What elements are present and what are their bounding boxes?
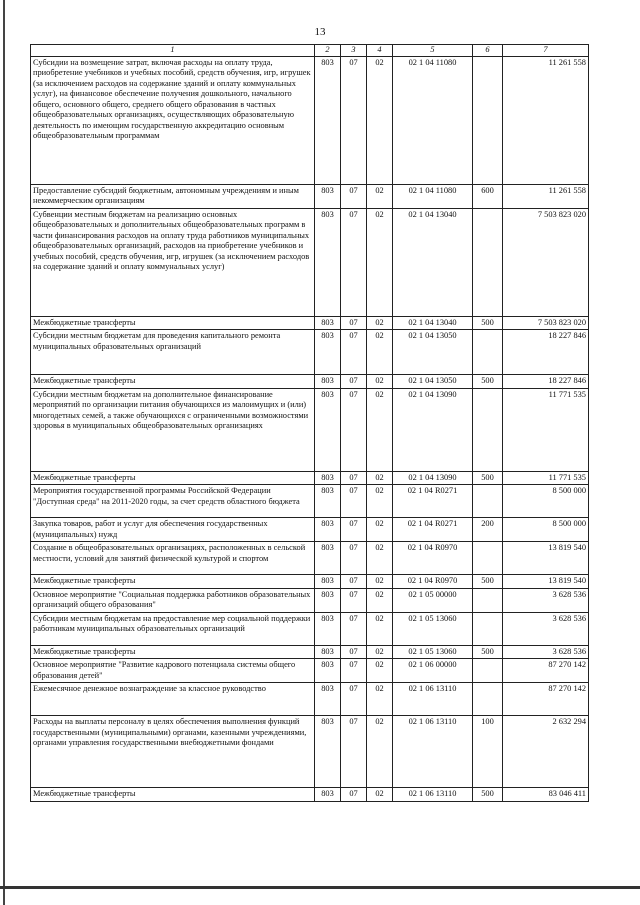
table-row <box>31 208 589 316</box>
row-name-cell: Мероприятия государственной программы Российской Федерации "Доступная среда" на 2011-2020 годы, за счет средств областного бюджета <box>31 485 315 518</box>
row-sum-cell: 8 500 000 <box>503 518 589 542</box>
row-gr-cell: 803 <box>315 659 341 683</box>
row-csr-cell: 02 1 06 13110 <box>393 716 473 788</box>
row-vr-cell <box>473 485 503 518</box>
row-gr-cell: 803 <box>315 485 341 518</box>
row-csr-cell: 02 1 04 13090 <box>393 471 473 485</box>
row-rz-cell: 07 <box>341 659 367 683</box>
row-rz-cell: 07 <box>341 716 367 788</box>
row-rz-cell: 07 <box>341 542 367 575</box>
row-vr-cell: 100 <box>473 716 503 788</box>
row-name-cell: Субсидии на возмещение затрат, включая расходы на оплату труда, приобретение учебников и учебных пособий, средств обучения, игр, игрушек (за исключением расходов на содержание зданий и оплату коммунальных услуг), на финансовое обеспечение получения дошкольного, начального общего, основного общего, среднего общего образования в частных общеобразовательных организациях, осуществляющих образовательную деятельность по имеющим государственную аккредитацию основным общеобразовательным программам <box>31 56 315 184</box>
row-name-cell: Межбюджетные трансферты <box>31 575 315 589</box>
row-pr-cell: 02 <box>367 788 393 802</box>
row-sum-cell: 11 771 535 <box>503 471 589 485</box>
row-gr-cell: 803 <box>315 588 341 612</box>
table-row <box>31 375 589 389</box>
row-csr-cell: 02 1 04 13050 <box>393 375 473 389</box>
scan-edge-line <box>3 0 5 905</box>
row-vr-cell: 500 <box>473 471 503 485</box>
row-vr-cell: 500 <box>473 645 503 659</box>
row-gr-cell: 803 <box>315 716 341 788</box>
row-csr-cell: 02 1 06 13110 <box>393 788 473 802</box>
row-vr-cell <box>473 388 503 471</box>
row-rz-cell: 07 <box>341 184 367 208</box>
header-cell-7: 7 <box>503 45 589 57</box>
header-cell-4: 4 <box>367 45 393 57</box>
row-name-cell: Ежемесячное денежное вознаграждение за классное руководство <box>31 683 315 716</box>
header-cell-3: 3 <box>341 45 367 57</box>
row-gr-cell: 803 <box>315 330 341 375</box>
row-sum-cell: 18 227 846 <box>503 330 589 375</box>
row-csr-cell: 02 1 06 13110 <box>393 683 473 716</box>
row-rz-cell: 07 <box>341 788 367 802</box>
row-name-cell: Предоставление субсидий бюджетным, автономным учреждениям и иным некоммерческим организациям <box>31 184 315 208</box>
row-name-cell: Субсидии местным бюджетам для проведения капитального ремонта муниципальных образовательных организаций <box>31 330 315 375</box>
row-pr-cell: 02 <box>367 575 393 589</box>
row-gr-cell: 803 <box>315 388 341 471</box>
row-vr-cell: 500 <box>473 575 503 589</box>
row-gr-cell: 803 <box>315 208 341 316</box>
row-vr-cell: 200 <box>473 518 503 542</box>
row-name-cell: Субсидии местным бюджетам на предоставление мер социальной поддержки работникам муниципальных образовательных организаций <box>31 612 315 645</box>
table-row <box>31 645 589 659</box>
table-row <box>31 471 589 485</box>
row-csr-cell: 02 1 06 00000 <box>393 659 473 683</box>
row-sum-cell: 3 628 536 <box>503 588 589 612</box>
row-gr-cell: 803 <box>315 375 341 389</box>
row-pr-cell: 02 <box>367 659 393 683</box>
row-name-cell: Закупка товаров, работ и услуг для обеспечения государственных (муниципальных) нужд <box>31 518 315 542</box>
scan-bottom-line <box>0 886 640 889</box>
row-rz-cell: 07 <box>341 375 367 389</box>
row-name-cell: Межбюджетные трансферты <box>31 471 315 485</box>
table-row <box>31 518 589 542</box>
row-name-cell: Межбюджетные трансферты <box>31 375 315 389</box>
row-gr-cell: 803 <box>315 788 341 802</box>
row-pr-cell: 02 <box>367 612 393 645</box>
row-csr-cell: 02 1 04 11080 <box>393 184 473 208</box>
row-gr-cell: 803 <box>315 56 341 184</box>
row-pr-cell: 02 <box>367 388 393 471</box>
row-name-cell: Межбюджетные трансферты <box>31 645 315 659</box>
row-rz-cell: 07 <box>341 388 367 471</box>
table-row <box>31 612 589 645</box>
page-number: 13 <box>314 26 326 38</box>
row-pr-cell: 02 <box>367 184 393 208</box>
row-csr-cell: 02 1 04 R0970 <box>393 575 473 589</box>
table-row <box>31 316 589 330</box>
row-vr-cell <box>473 56 503 184</box>
row-sum-cell: 87 270 142 <box>503 659 589 683</box>
table-row <box>31 588 589 612</box>
budget-table <box>30 44 589 802</box>
row-gr-cell: 803 <box>315 184 341 208</box>
row-csr-cell: 02 1 04 13040 <box>393 316 473 330</box>
row-gr-cell: 803 <box>315 542 341 575</box>
row-csr-cell: 02 1 04 R0271 <box>393 485 473 518</box>
row-sum-cell: 83 046 411 <box>503 788 589 802</box>
row-pr-cell: 02 <box>367 645 393 659</box>
table-row <box>31 485 589 518</box>
table-row <box>31 659 589 683</box>
row-rz-cell: 07 <box>341 56 367 184</box>
row-name-cell: Субсидии местным бюджетам на дополнительное финансирование мероприятий по организации питания обучающихся из малоимущих и (или) многодетных семей, а также обучающихся с ограниченными возможностями здоровья в муниципальных общеобразовательных организациях <box>31 388 315 471</box>
row-gr-cell: 803 <box>315 683 341 716</box>
row-pr-cell: 02 <box>367 471 393 485</box>
row-sum-cell: 2 632 294 <box>503 716 589 788</box>
row-rz-cell: 07 <box>341 575 367 589</box>
table-row <box>31 683 589 716</box>
header-cell-2: 2 <box>315 45 341 57</box>
row-name-cell: Межбюджетные трансферты <box>31 316 315 330</box>
row-csr-cell: 02 1 04 R0970 <box>393 542 473 575</box>
header-cell-1: 1 <box>31 45 315 57</box>
row-sum-cell: 11 261 558 <box>503 56 589 184</box>
row-pr-cell: 02 <box>367 518 393 542</box>
row-pr-cell: 02 <box>367 716 393 788</box>
row-sum-cell: 7 503 823 020 <box>503 208 589 316</box>
row-vr-cell: 500 <box>473 788 503 802</box>
row-gr-cell: 803 <box>315 316 341 330</box>
row-pr-cell: 02 <box>367 375 393 389</box>
row-sum-cell: 11 261 558 <box>503 184 589 208</box>
row-csr-cell: 02 1 04 11080 <box>393 56 473 184</box>
row-csr-cell: 02 1 05 13060 <box>393 645 473 659</box>
header-row <box>31 45 589 57</box>
row-rz-cell: 07 <box>341 683 367 716</box>
table-row <box>31 56 589 184</box>
table-row <box>31 788 589 802</box>
row-sum-cell: 8 500 000 <box>503 485 589 518</box>
table-row <box>31 542 589 575</box>
table-row <box>31 575 589 589</box>
row-gr-cell: 803 <box>315 518 341 542</box>
row-vr-cell <box>473 208 503 316</box>
row-name-cell: Создание в общеобразовательных организациях, расположенных в сельской местности, условий для занятий физической культурой и спортом <box>31 542 315 575</box>
row-pr-cell: 02 <box>367 330 393 375</box>
row-csr-cell: 02 1 05 13060 <box>393 612 473 645</box>
row-pr-cell: 02 <box>367 316 393 330</box>
table-row <box>31 184 589 208</box>
table-row <box>31 330 589 375</box>
row-csr-cell: 02 1 04 R0271 <box>393 518 473 542</box>
row-sum-cell: 3 628 536 <box>503 612 589 645</box>
row-sum-cell: 87 270 142 <box>503 683 589 716</box>
row-csr-cell: 02 1 04 13040 <box>393 208 473 316</box>
row-sum-cell: 18 227 846 <box>503 375 589 389</box>
row-vr-cell <box>473 542 503 575</box>
row-name-cell: Основное мероприятие "Социальная поддержка работников образовательных организаций общего образования" <box>31 588 315 612</box>
row-pr-cell: 02 <box>367 208 393 316</box>
row-sum-cell: 7 503 823 020 <box>503 316 589 330</box>
row-rz-cell: 07 <box>341 588 367 612</box>
row-sum-cell: 11 771 535 <box>503 388 589 471</box>
row-name-cell: Субвенции местным бюджетам на реализацию основных общеобразовательных и дополнительных общеобразовательных программ в части финансирования расходов на оплату труда работников муниципальных общеобразовательных организаций, расходов на приобретение учебников и учебных пособий, средств обучения, игр, игрушек (за исключением расходов на содержание зданий и оплату коммунальных услуг) <box>31 208 315 316</box>
table-row <box>31 716 589 788</box>
row-gr-cell: 803 <box>315 612 341 645</box>
row-name-cell: Расходы на выплаты персоналу в целях обеспечения выполнения функций государственными (муниципальными) органами, казенными учреждениями, органами управления государственными внебюджетными фондами <box>31 716 315 788</box>
row-rz-cell: 07 <box>341 471 367 485</box>
row-vr-cell <box>473 659 503 683</box>
row-rz-cell: 07 <box>341 612 367 645</box>
table-row <box>31 388 589 471</box>
row-pr-cell: 02 <box>367 56 393 184</box>
row-vr-cell: 500 <box>473 375 503 389</box>
row-vr-cell: 500 <box>473 316 503 330</box>
row-rz-cell: 07 <box>341 518 367 542</box>
row-rz-cell: 07 <box>341 316 367 330</box>
row-name-cell: Межбюджетные трансферты <box>31 788 315 802</box>
row-csr-cell: 02 1 05 00000 <box>393 588 473 612</box>
row-csr-cell: 02 1 04 13050 <box>393 330 473 375</box>
row-rz-cell: 07 <box>341 645 367 659</box>
row-vr-cell <box>473 683 503 716</box>
row-vr-cell <box>473 330 503 375</box>
row-sum-cell: 13 819 540 <box>503 542 589 575</box>
row-pr-cell: 02 <box>367 542 393 575</box>
row-pr-cell: 02 <box>367 683 393 716</box>
row-rz-cell: 07 <box>341 208 367 316</box>
row-rz-cell: 07 <box>341 330 367 375</box>
header-cell-6: 6 <box>473 45 503 57</box>
row-vr-cell <box>473 612 503 645</box>
row-gr-cell: 803 <box>315 575 341 589</box>
row-vr-cell: 600 <box>473 184 503 208</box>
row-sum-cell: 3 628 536 <box>503 645 589 659</box>
row-pr-cell: 02 <box>367 485 393 518</box>
row-pr-cell: 02 <box>367 588 393 612</box>
header-cell-5: 5 <box>393 45 473 57</box>
row-name-cell: Основное мероприятие "Развитие кадрового потенциала системы общего образования детей" <box>31 659 315 683</box>
row-rz-cell: 07 <box>341 485 367 518</box>
row-sum-cell: 13 819 540 <box>503 575 589 589</box>
row-csr-cell: 02 1 04 13090 <box>393 388 473 471</box>
row-gr-cell: 803 <box>315 471 341 485</box>
row-gr-cell: 803 <box>315 645 341 659</box>
row-vr-cell <box>473 588 503 612</box>
